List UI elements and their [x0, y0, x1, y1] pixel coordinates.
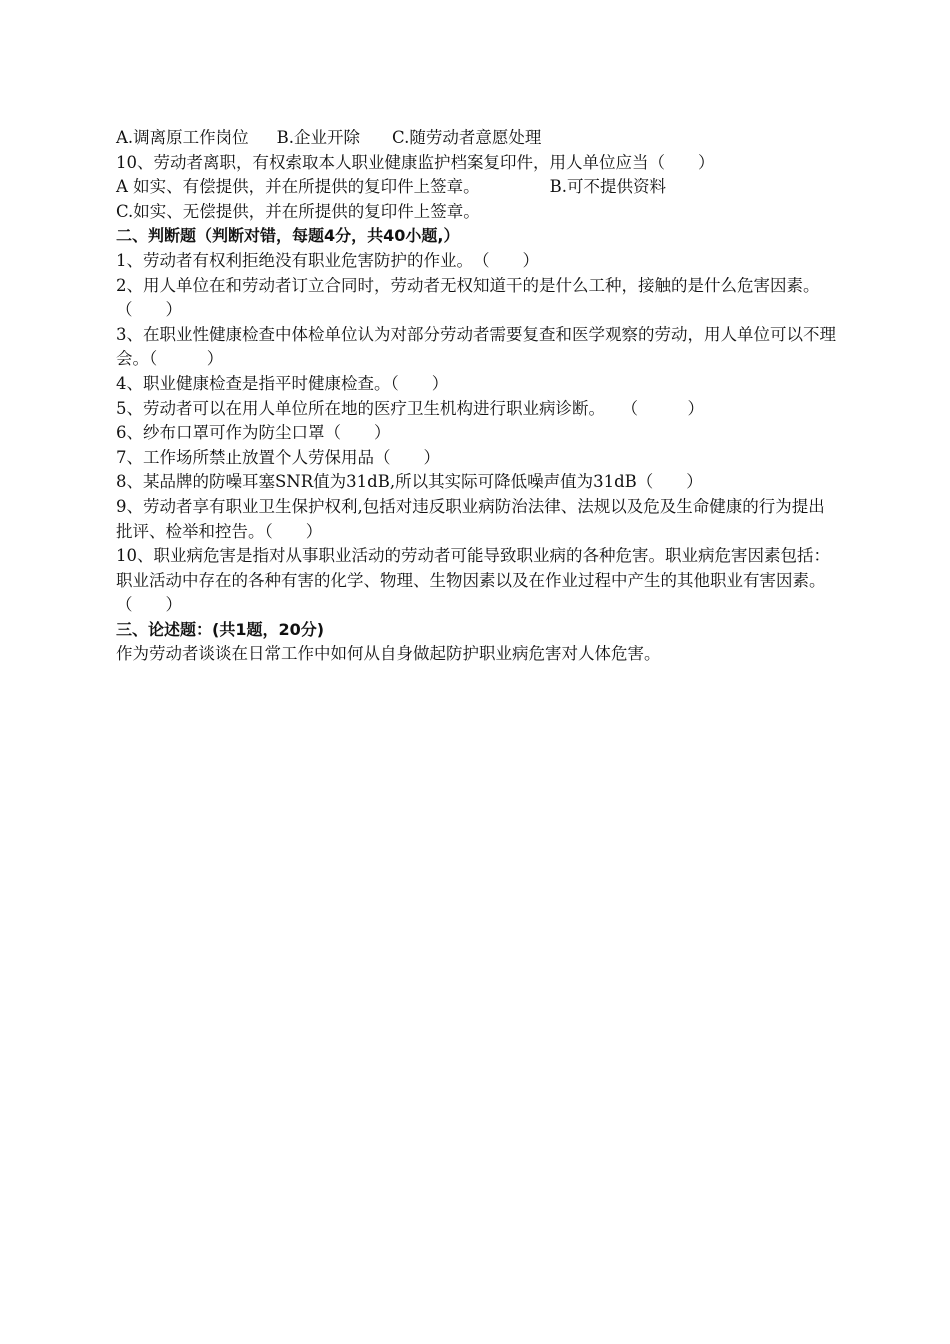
- judgment-item-3: 3、在职业性健康检查中体检单位认为对部分劳动者需要复查和医学观察的劳动，用人单位可以不理会。（ ）: [116, 324, 836, 369]
- judgment-item-5: 5、劳动者可以在用人单位所在地的医疗卫生机构进行职业病诊断。 （ ）: [116, 398, 704, 418]
- judgment-item-9: 9、劳动者享有职业卫生保护权利,包括对违反职业病防治法律、法规以及危及生命健康的行为提出批评、检举和控告。（ ）: [116, 496, 825, 541]
- judgment-item-6: 6、纱布口罩可作为防尘口罩（ ）: [116, 423, 391, 443]
- option-a: A.调离原工作岗位: [116, 128, 249, 147]
- option-c: C.随劳动者意愿处理: [392, 128, 542, 147]
- judgment-item-7: 7、工作场所禁止放置个人劳保用品（ ）: [116, 447, 440, 467]
- judgment-item-1: 1、劳动者有权利拒绝没有职业危害防护的作业。 （ ）: [116, 250, 539, 270]
- question-10-options-ab: [116, 175, 836, 200]
- judgment-item-2: 2、用人单位在和劳动者订立合同时，劳动者无权知道干的是什么工种，接触的是什么危害因素。（ ）: [116, 275, 820, 320]
- option-b: B.企业开除: [276, 128, 361, 147]
- prev-question-options: [116, 126, 836, 151]
- essay-question: 作为劳动者谈谈在日常工作中如何从自身做起防护职业病危害对人体危害。: [116, 644, 661, 664]
- section-2-heading: 二、判断题（判断对错，每题4分，共40小题,）: [116, 226, 460, 246]
- document-page: [116, 126, 836, 667]
- judgment-item-8: 8、某品牌的防噪耳塞SNR值为31dB,所以其实际可降低噪声值为31dB（ ）: [116, 472, 703, 492]
- judgment-item-10: 10、职业病危害是指对从事职业活动的劳动者可能导致职业病的各种危害。职业病危害因素包括：职业活动中存在的各种有害的化学、物理、生物因素以及在作业过程中产生的其他职业有害因素。（ ）: [116, 546, 830, 615]
- judgment-item-4: 4、职业健康检查是指平时健康检查。（ ）: [116, 373, 449, 393]
- question-10: 10、劳动者离职，有权索取本人职业健康监护档案复印件，用人单位应当（ ）: [116, 152, 715, 172]
- option-b: B.可不提供资料: [549, 177, 667, 197]
- section-3-heading: 三、论述题：(共1题，20分): [116, 619, 325, 639]
- option-a: A 如实、有偿提供，并在所提供的复印件上签章。: [116, 177, 480, 197]
- question-10-option-c: C.如实、无偿提供，并在所提供的复印件上签章。: [116, 201, 480, 221]
